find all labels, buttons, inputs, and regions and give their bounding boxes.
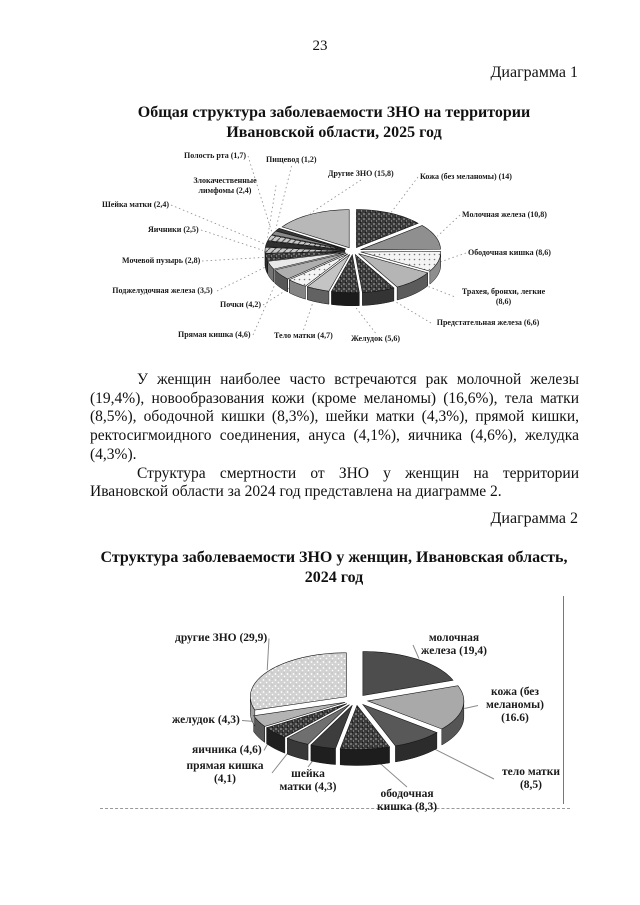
- pie-slice-label: Ободочная кишка (8,6): [468, 248, 551, 257]
- pie-slice-label: Трахея, бронхи, легкие (8,6): [461, 287, 546, 306]
- pie-slice-label: прямая кишка (4,1): [186, 760, 264, 785]
- leader-line: [276, 166, 292, 229]
- pie-slice-label: тело матки (8,5): [502, 766, 560, 791]
- pie-slice-label: Поджелудочная железа (3,5): [112, 286, 213, 295]
- paragraph-2: Структура смертности от ЗНО у женщин на территории Ивановской области за 2024 год представлена на диаграмме 2.: [90, 464, 579, 501]
- pie-slice-side: [340, 747, 389, 766]
- pie-slice-label: Яичники (2,5): [148, 225, 199, 234]
- pie-slice-label: молочная железа (19,4): [421, 632, 487, 657]
- leader-line: [310, 180, 361, 213]
- pie-slice-label: Пищевод (1,2): [266, 155, 317, 164]
- leader-line: [391, 177, 418, 212]
- pie-slice-label: Шейка матки (2,4): [102, 200, 170, 209]
- pie-slice-label: Тело матки (4,7): [274, 331, 333, 340]
- leader-line: [437, 215, 460, 236]
- leader-line: [202, 257, 264, 261]
- pie-slice-side: [331, 291, 359, 305]
- diagram2-caption: Диаграмма 2: [490, 510, 578, 527]
- leader-line: [217, 266, 268, 291]
- leader-line: [201, 230, 263, 250]
- pie-slice-label: другие ЗНО (29,9): [175, 632, 268, 644]
- paragraph-1: У женщин наиболее часто встречаются рак молочной железы (19,4%), новообразования кожи (кроме меланомы) (16,6%), тела матки (8,5%), ободочной кишки (8,3%), шейки матки (4,3%), прямой кишки, ректосигмоидного соединения, ануса (4,1%), яичника (4,6%), желудка (4,3%).: [90, 371, 579, 463]
- pie-chart-2: [100, 588, 570, 813]
- chart1-title-text: Общая структура заболеваемости ЗНО на территории Ивановской области, 2025 год: [137, 104, 531, 141]
- pie-slice-label: Кожа (без меланомы) (14): [420, 172, 512, 181]
- body-text: [90, 371, 579, 502]
- pie-slice-label: Другие ЗНО (15,8): [328, 169, 394, 178]
- pie-slice-label: кожа (без меланомы) (16.6): [486, 686, 544, 724]
- diagram1-caption: Диаграмма 1: [490, 64, 578, 81]
- pie-slice: [250, 653, 346, 710]
- pie-slice-label: Желудок (5,6): [351, 334, 401, 343]
- page-number: 23: [312, 38, 328, 54]
- pie-slice-label: ободочная кишка (8,3): [376, 788, 438, 813]
- pie-slice-label: шейка матки (4,3): [279, 768, 337, 793]
- chart2-title: [90, 548, 578, 588]
- pie-slice-label: Прямая кишка (4,6): [178, 330, 251, 339]
- leader-line: [464, 706, 478, 709]
- pie-slice-label: Почки (4,2): [220, 300, 262, 309]
- chart1-title: [90, 103, 578, 143]
- leader-line: [267, 639, 269, 671]
- pie-slice-label: Молочная железа (10,8): [462, 210, 547, 219]
- pie-slice-label: Злокачественные лимфомы (2,4): [193, 176, 257, 195]
- pie-slice-label: желудок (4,3): [172, 714, 240, 726]
- pie-slice-label: яичника (4,6): [192, 744, 262, 756]
- pie-slice-label: Предстательная железа (6,6): [436, 318, 540, 327]
- pie-slice-label: Полость рта (1,7): [184, 151, 247, 160]
- pie-chart-1: [88, 148, 580, 363]
- pie-slice-label: Мочевой пузырь (2,8): [122, 256, 201, 265]
- chart2-title-text: Структура заболеваемости ЗНО у женщин, Ивановская область, 2024 год: [100, 549, 568, 586]
- leader-line: [440, 253, 466, 262]
